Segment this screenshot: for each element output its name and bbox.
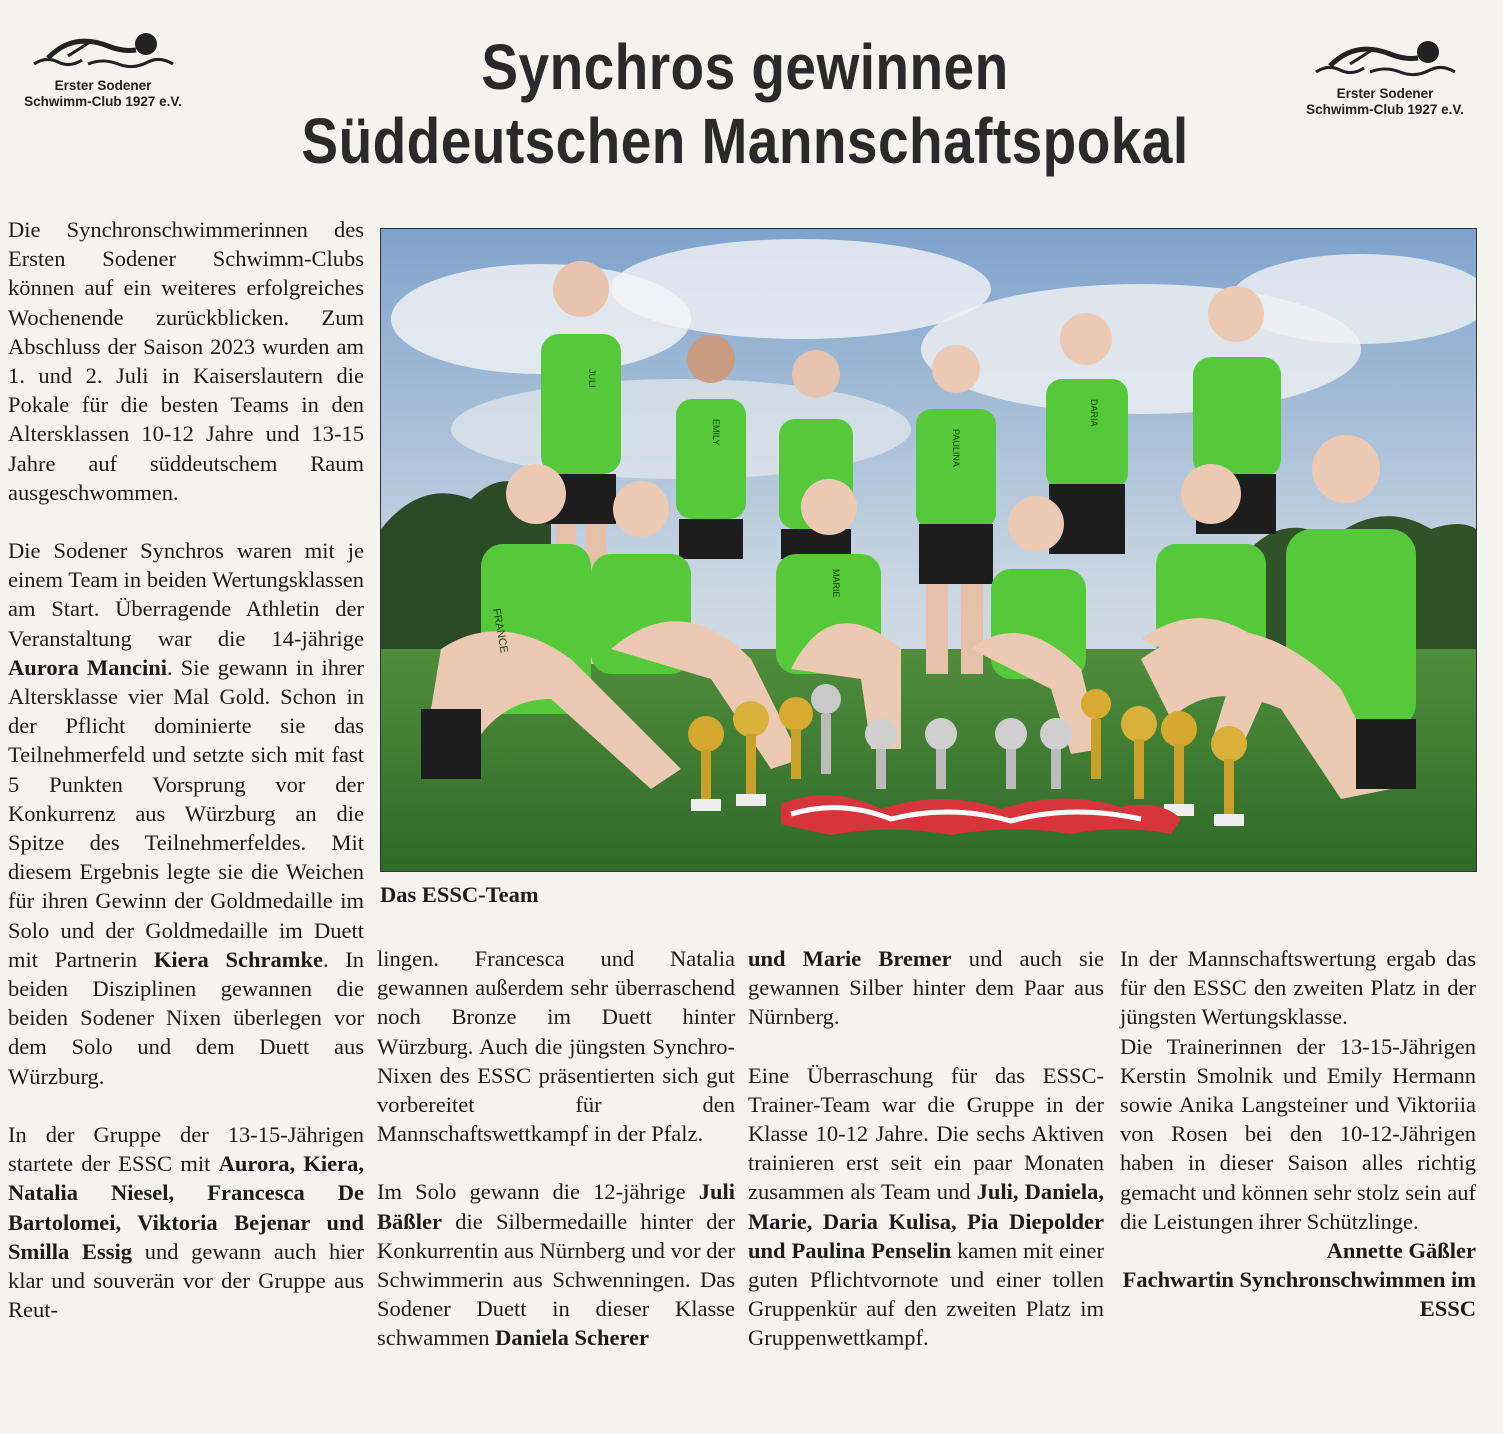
text-run: . In beiden Disziplinen gewannen die beiden Sodener Nixen überlegen vor dem Solo und dem Duett aus Würzburg. — [8, 946, 365, 1089]
paragraph: lingen. Francesca und Natalia gewannen außerdem sehr überraschend noch Bronze im Duett hinter Würzburg. Auch die jüngsten Synchro-Nixen des ESSC präsentierten sich gut vorbereitet für den Mannschaftswettkampf in der Pfalz. — [377, 946, 735, 1147]
paragraph — [748, 944, 1104, 1032]
name-highlight: Juli, Daniela, Marie, Daria Kulisa, Pia Diepolder und Paulina Penselin — [748, 1179, 1104, 1263]
text-run: Eine Überraschung für das ESSC-Trainer-Team war die Gruppe in der Klasse 10-12 Jahre. Die sechs Aktiven trainieren erst seit ein paar Monaten zusammen als Team und — [748, 1062, 1104, 1205]
swimmer-logo-icon — [28, 28, 178, 74]
shirt-name-1: JULI — [587, 369, 597, 388]
photo-caption: Das ESSC-Team — [380, 882, 539, 907]
text-run: Im Solo gewann die 12-jährige — [377, 1179, 699, 1205]
logo-line-2: Schwimm-Club 1927 e.V. — [24, 94, 182, 109]
name-highlight: und Marie Bremer — [748, 946, 952, 971]
article-column-1 — [8, 215, 364, 1324]
author-name: Annette Gäßler — [1326, 1238, 1476, 1264]
paragraph — [748, 1061, 1104, 1353]
club-logo-left — [8, 28, 198, 110]
text-run: . Sie gewann in ihrer Altersklasse vier Mal Gold. Schon in der Pflicht dominierte sie das Teilnehmerfeld und setzte sich mit fast 5 Punkten Vorsprung vor der Konkurrenz aus Würzburg an die Spitze des Teilnehmerfeldes. Mit diesem Ergebnis legte sie die Weichen für ihren Gewinn der Goldmedaille im Solo und der Goldmedaille im Duett mit Partnerin — [8, 654, 364, 972]
name-highlight: Daniela Scherer — [495, 1325, 650, 1351]
paragraph — [377, 1177, 735, 1352]
author-role: Fachwartin Synchronschwimmen im ESSC — [1122, 1267, 1476, 1322]
shirt-name-5: DARIA — [1089, 399, 1099, 427]
text-run: und gewann auch hier klar und souverän vor der Gruppe aus Reut- — [8, 1238, 365, 1323]
headline — [276, 30, 1213, 178]
paragraph — [8, 536, 364, 1091]
article-column-4 — [1120, 944, 1476, 1324]
text-run: Die Sodener Synchros waren mit je einem Team in beiden Wertungsklassen am Start. Überragende Athletin der Veranstaltung war die 14-jährige — [8, 538, 364, 651]
text-run: kamen mit einer guten Pflichtvornote und einer tollen Gruppenkür auf den zweiten Platz im Gruppenwettkampf. — [748, 1237, 1104, 1351]
name-highlight: Juli Bäßler — [377, 1179, 735, 1234]
headline-line-1: Synchros gewinnen — [481, 31, 1009, 103]
text-run: In der Gruppe der 13-15-Jährigen startete der ESSC mit — [8, 1121, 364, 1177]
paragraph: In der Mannschaftswertung ergab das für den ESSC den zweiten Platz in der jüngsten Wertungsklasse. — [1120, 946, 1476, 1030]
shirt-name-2: EMILY — [711, 419, 721, 446]
name-highlight: Kiera Schramke — [153, 946, 323, 972]
article-column-3 — [748, 944, 1104, 1353]
logo-line-1: Erster Sodener — [1336, 86, 1434, 101]
headline-line-2: Süddeutschen Mannschaftspokal — [301, 105, 1189, 177]
logo-line-2: Schwimm-Club 1927 e.V. — [1306, 102, 1464, 117]
name-highlight: Aurora, Kiera, Natalia Niesel, Francesca De Bartolomei, Viktoria Bejenar und Smilla Essig — [8, 1151, 364, 1264]
article-column-2 — [377, 944, 735, 1353]
paragraph — [8, 1120, 364, 1324]
club-logo-right — [1290, 36, 1480, 118]
shirt-name-0: FRANCE — [490, 607, 510, 655]
name-highlight: Aurora Mancini — [8, 654, 167, 680]
logo-line-1: Erster Sodener — [54, 78, 152, 93]
team-photo-illustration — [381, 229, 1476, 871]
text-run: die Silbermedaille hinter der Konkurrentin aus Nürnberg und vor der Schwimmerin aus Schwenningen. Das Sodener Duett in dieser Klasse schwammen — [377, 1208, 735, 1351]
paragraph: Die Synchronschwimmerinnen des Ersten Sodener Schwimm-Clubs können auf ein weiteres erfolgreiches Wochenende zurückblicken. Zum Abschluss der Saison 2023 wurden am 1. und 2. Juli in Kaiserslautern die Pokale für die besten Teams in den Altersklassen 10-12 Jahre und 13-15 Jahre auf süddeutschem Raum ausgeschwommen. — [8, 217, 364, 505]
swimmer-logo-icon — [1310, 36, 1460, 82]
shirt-name-4: PAULINA — [951, 429, 961, 467]
paragraph: Die Trainerinnen der 13-15-Jährigen Kerstin Smolnik und Emily Hermann sowie Anika Langsteiner und Viktoriia von Rosen bei den 10-12-Jährigen haben in dieser Saison alles richtig gemacht und können sehr stolz sein auf die Leistungen ihrer Schützlinge. — [1120, 1033, 1476, 1234]
shirt-name-3: MARIE — [831, 569, 841, 598]
team-photo — [380, 228, 1477, 872]
text-run: und auch sie gewannen Silber hinter dem Paar aus Nürnberg. — [748, 946, 1104, 1030]
